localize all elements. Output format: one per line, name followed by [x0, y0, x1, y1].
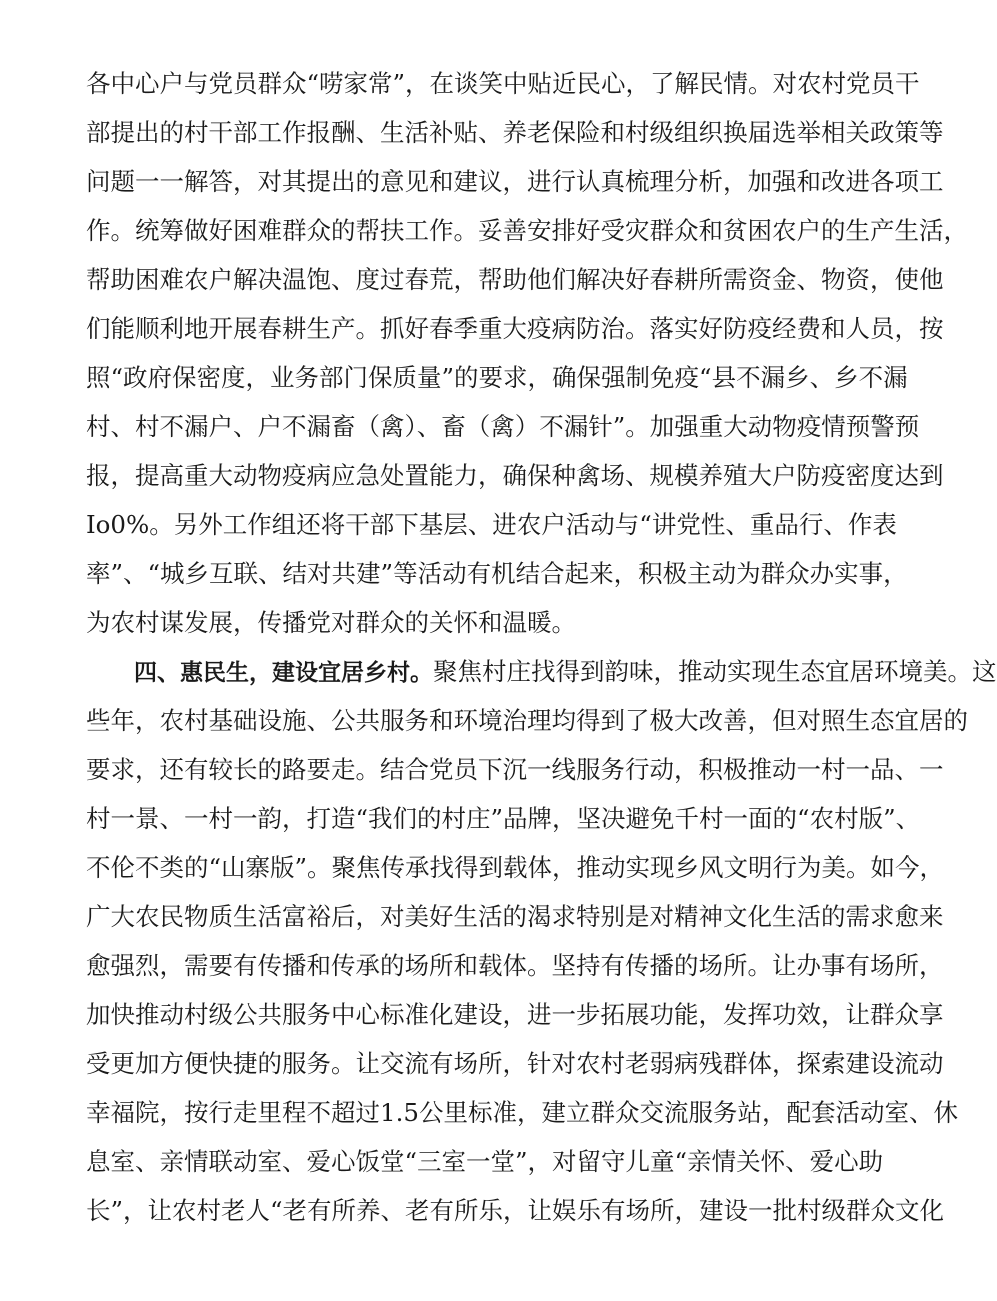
paragraph-line: 们能顺利地开展春耕生产。抓好春季重大疫病防治。落实好防疫经费和人员，按 — [86, 314, 944, 343]
paragraph-line: 为农村谋发展，传播党对群众的关怀和温暖。 — [86, 608, 576, 637]
paragraph-line: 各中心户与党员群众“唠家常”，在谈笑中贴近民心，了解民情。对农村党员干 — [86, 69, 920, 98]
paragraph-line: 要求，还有较长的路要走。结合党员下沉一线服务行动，积极推动一村一品、一 — [86, 755, 944, 784]
paragraph-line: 不伦不类的“山寨版”。聚焦传承找得到载体，推动实现乡风文明行为美。如今， — [86, 853, 945, 882]
section-heading: 四、惠民生，建设宜居乡村。 — [134, 660, 433, 686]
paragraph-line: 作。统筹做好困难群众的帮扶工作。妥善安排好受灾群众和贫困农户的生产生活， — [86, 216, 968, 245]
paragraph-line: 长”，让农村老人“老有所养、老有所乐，让娱乐有场所，建设一批村级群众文化 — [86, 1196, 945, 1225]
paragraph-first-line — [134, 657, 997, 686]
paragraph-line: 照“政府保密度，业务部门保质量”的要求，确保强制免疫“县不漏乡、乡不漏 — [86, 363, 908, 392]
paragraph-line: 问题一一解答，对其提出的意见和建议，进行认真梳理分析，加强和改进各项工 — [86, 167, 944, 196]
paragraph-line: 村一景、一村一韵，打造“我们的村庄”品牌，坚决避免千村一面的“农村版”、 — [86, 804, 921, 833]
paragraph-line: 幸福院，按行走里程不超过1.5公里标准，建立群众交流服务站，配套活动室、休 — [86, 1098, 958, 1127]
paragraph-line: 些年，农村基础设施、公共服务和环境治理均得到了极大改善，但对照生态宜居的 — [86, 706, 968, 735]
paragraph-line: 息室、亲情联动室、爱心饭堂“三室一堂”，对留守儿童“亲情关怀、爱心助 — [86, 1147, 884, 1176]
paragraph-line: 帮助困难农户解决温饱、度过春荒，帮助他们解决好春耕所需资金、物资，使他 — [86, 265, 944, 294]
paragraph-line: 加快推动村级公共服务中心标准化建设，进一步拓展功能，发挥功效，让群众享 — [86, 1000, 944, 1029]
paragraph-line: 村、村不漏户、户不漏畜（禽）、畜（禽）不漏针”。加强重大动物疫情预警预 — [86, 412, 920, 441]
paragraph-line: 受更加方便快捷的服务。让交流有场所，针对农村老弱病残群体，探索建设流动 — [86, 1049, 944, 1078]
paragraph-line: Io0%。另外工作组还将干部下基层、进农户活动与“讲党性、重品行、作表 — [86, 510, 897, 539]
paragraph-line: 愈强烈，需要有传播和传承的场所和载体。坚持有传播的场所。让办事有场所， — [86, 951, 944, 980]
paragraph-line: 部提出的村干部工作报酬、生活补贴、养老保险和村级组织换届选举相关政策等 — [86, 118, 944, 147]
paragraph-line: 率”、“城乡互联、结对共建”等活动有机结合起来，积极主动为群众办实事， — [86, 559, 908, 588]
paragraph-line: 广大农民物质生活富裕后，对美好生活的渴求特别是对精神文化生活的需求愈来 — [86, 902, 944, 931]
paragraph-line-rest: 聚焦村庄找得到韵味，推动实现生态宜居环境美。这 — [433, 657, 997, 686]
paragraph-line: 报，提高重大动物疫病应急处置能力，确保种禽场、规模养殖大户防疫密度达到 — [86, 461, 944, 490]
